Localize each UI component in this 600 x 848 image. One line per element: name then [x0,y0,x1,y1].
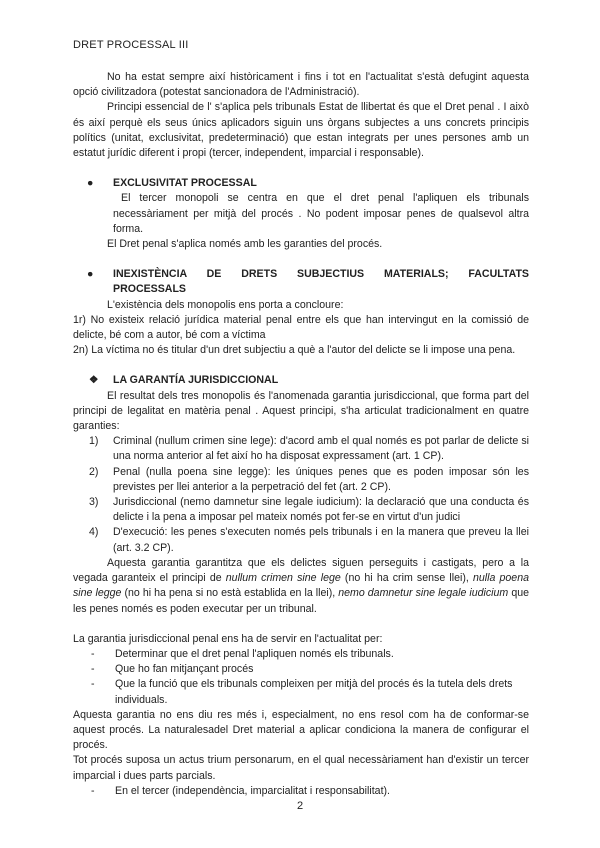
final-paragraph-2: Tot procés suposa un actus trium personarum, en el qual necessàriament han d'existir un tercer imparcial i dues parts parcials. [73,754,529,782]
intro-paragraph-1: No ha estat sempre així històricament i fins i tot en l'actualitat s'està defugint aquesta opció civilitzadora (potestat sancionadora de l'Administració). [73,71,529,99]
list-item: - Determinar que el dret penal l'apliquen només els tribunals. [91,647,394,660]
list-item: - En el tercer (independència, imparcialitat i responsabilitat). [91,784,390,797]
latin-term: nulla poena sine legge [73,572,529,600]
guarantees-list [73,434,529,556]
page-body [73,70,529,799]
running-header: DRET PROCESSAL III [73,39,189,51]
bullet-icon: ● [87,177,94,190]
section-heading-garantia [73,373,529,388]
latin-term: nemo damnetur sine legale iudicium [338,587,509,600]
section-title-line-2: PROCESSALS [113,283,186,296]
page-number: 2 [296,800,304,812]
section-heading-exclusivitat [73,176,529,191]
intro-paragraph-2: Principi essencial de l' s'aplica pels tribunals Estat de llibertat és que el Dret penal . I això és així perquè els seus únics aplicadors siguin uns òrgans subjectes a uns concrets principis polítics (unitat, exclusivitat, predeterminació) que estan integrats per unes persones amb un estatut jurídic diferent i propi (tercer, independent, imparcial i responsable). [73,101,529,160]
final-lead: La garantia jurisdiccional penal ens ha de servir en l'actualitat per: [73,632,383,645]
section-title: LA GARANTÍA JURISDICCIONAL [113,374,279,387]
section-title-line-1: INEXISTÈNCIA DE DRETS SUBJECTIUS MATERIALS; FACULTATS [113,268,529,281]
section2-paragraph-1: L'existència dels monopolis ens porta a concloure: [107,298,344,311]
diamond-bullet-icon: ❖ [89,374,99,387]
list-item: 2) Penal (nulla poena sine legge): les úniques penes que es poden imposar són les previstes per llei anterior a la perpetració del fet (art. 2 CP). [89,465,529,493]
section1-paragraph-1: El tercer monopoli se centra en que el dret penal l'apliquen els tribunals necessàriament per mitjà del procés . No podent imposar penes de qualsevol altra forma. [113,192,529,235]
bullet-icon: ● [87,268,94,281]
section3-paragraph-1: El resultat dels tres monopolis és l'anomenada garantia jurisdiccional, que forma part del principi de legalitat en matèria penal . Aquest principi, s'ha articulat tradicionalment en quatre garanties: [73,389,529,433]
section2-point-2: 2n) La víctima no és titular d'un dret subjectiu a què a l'autor del delicte se li impose una pena. [73,344,516,357]
section3-closing-paragraph: Aquesta garantia garantitza que els delictes siguen perseguits i castigats, pero a la vegada garanteix el principi de nullum crimen sine lege (no hi ha crim sense llei), nulla poena sine legge (no hi ha pena si no està establida en la llei), nemo damnetur sine legale iudicium que les penes només es poden executar per un tribunal. [73,556,529,615]
section-title: EXCLUSIVITAT PROCESSAL [113,177,257,190]
list-item: 1) Criminal (nullum crimen sine lege): d'acord amb el qual només es pot parlar de delicte si una norma anterior al fet així ho ha disposat expressament (art. 1 CP). [89,435,529,463]
purposes-list [73,647,529,708]
section-heading-inexistencia [73,267,529,282]
list-item: 3) Jurisdiccional (nemo damnetur sine legale iudicium): la declaració que una conducta és delicte i la pena a imposar pel mateix només pot fer-se en virtut d'un judici [89,496,529,524]
list-item: - Que la funció que els tribunals compleixen per mitjà del procés és la tutela dels drets individuals. [91,678,513,706]
tercer-list [73,784,529,799]
section2-point-1: 1r) No existeix relació jurídica material penal entre els que han intervingut en la comissió de delicte, bé com a autor, bé com a víctima [73,313,529,342]
list-item: - Que ho fan mitjançant procés [91,663,254,676]
latin-term: nullum crimen sine lege [225,572,341,585]
list-item: 4) D'execució: les penes s'executen només pels tribunals i en la manera que preveu la llei (art. 3.2 CP). [89,526,529,554]
section1-paragraph-2: El Dret penal s'aplica només amb les garanties del procés. [107,238,383,251]
final-paragraph-1: Aquesta garantia no ens diu res més i, especialment, no ens resol com ha de conformar-se aquest procés. La naturalesadel Dret material a aplicar condiciona la manera de configurar el procés. [73,708,529,752]
